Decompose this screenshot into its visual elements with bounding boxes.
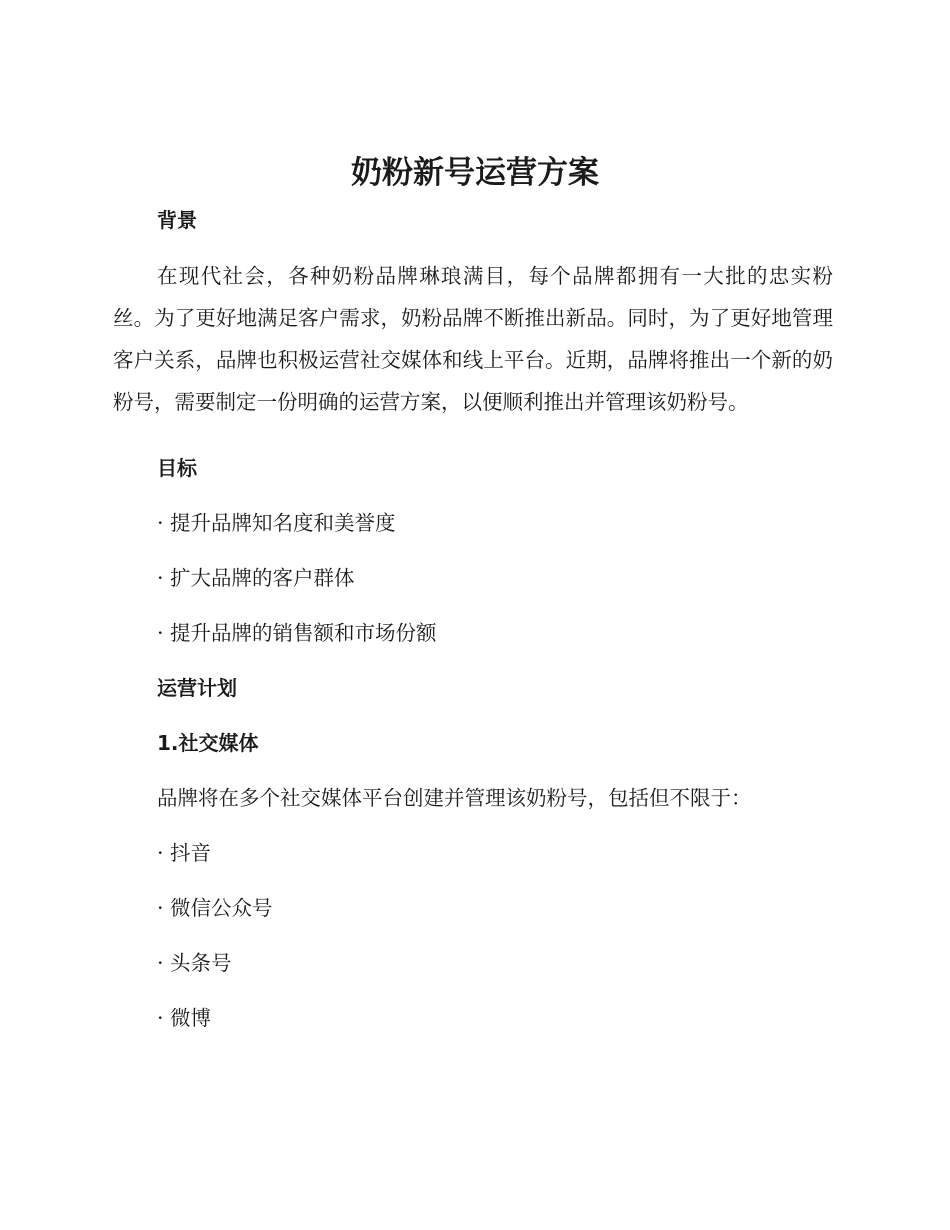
spacer	[113, 708, 833, 723]
spacer	[113, 763, 833, 778]
social-intro: 品牌将在多个社交媒体平台创建并管理该奶粉号，包括但不限于：	[157, 786, 752, 810]
spacer	[113, 488, 833, 503]
section-heading-plan: 运营计划	[157, 676, 237, 700]
subsection-heading-social: 1.社交媒体	[157, 731, 259, 755]
spacer	[113, 873, 833, 888]
platform-item: · 抖音	[157, 841, 212, 865]
section-heading-goals: 目标	[157, 456, 197, 480]
background-paragraph: 在现代社会，各种奶粉品牌琳琅满目，每个品牌都拥有一大批的忠实粉丝。为了更好地满足客户需求，奶粉品牌不断推出新品。同时，为了更好地管理客户关系，品牌也积极运营社交媒体和线上平台。近期，品牌将推出一个新的奶粉号，需要制定一份明确的运营方案，以便顺利推出并管理该奶粉号。	[113, 264, 833, 414]
spacer	[113, 423, 833, 448]
goal-item: · 提升品牌的销售额和市场份额	[157, 621, 437, 645]
spacer	[113, 818, 833, 833]
goal-item: · 提升品牌知名度和美誉度	[157, 511, 396, 535]
spacer	[113, 543, 833, 558]
spacer	[113, 983, 833, 998]
platform-item: · 微博	[157, 1006, 212, 1030]
document-title: 奶粉新号运营方案	[351, 155, 599, 191]
spacer	[113, 240, 833, 255]
document-body	[113, 200, 833, 1038]
spacer	[113, 598, 833, 613]
spacer	[113, 928, 833, 943]
platform-item: · 头条号	[157, 951, 232, 975]
platform-item: · 微信公众号	[157, 896, 273, 920]
section-heading-background: 背景	[157, 208, 197, 232]
goal-item: · 扩大品牌的客户群体	[157, 566, 355, 590]
spacer	[113, 653, 833, 668]
